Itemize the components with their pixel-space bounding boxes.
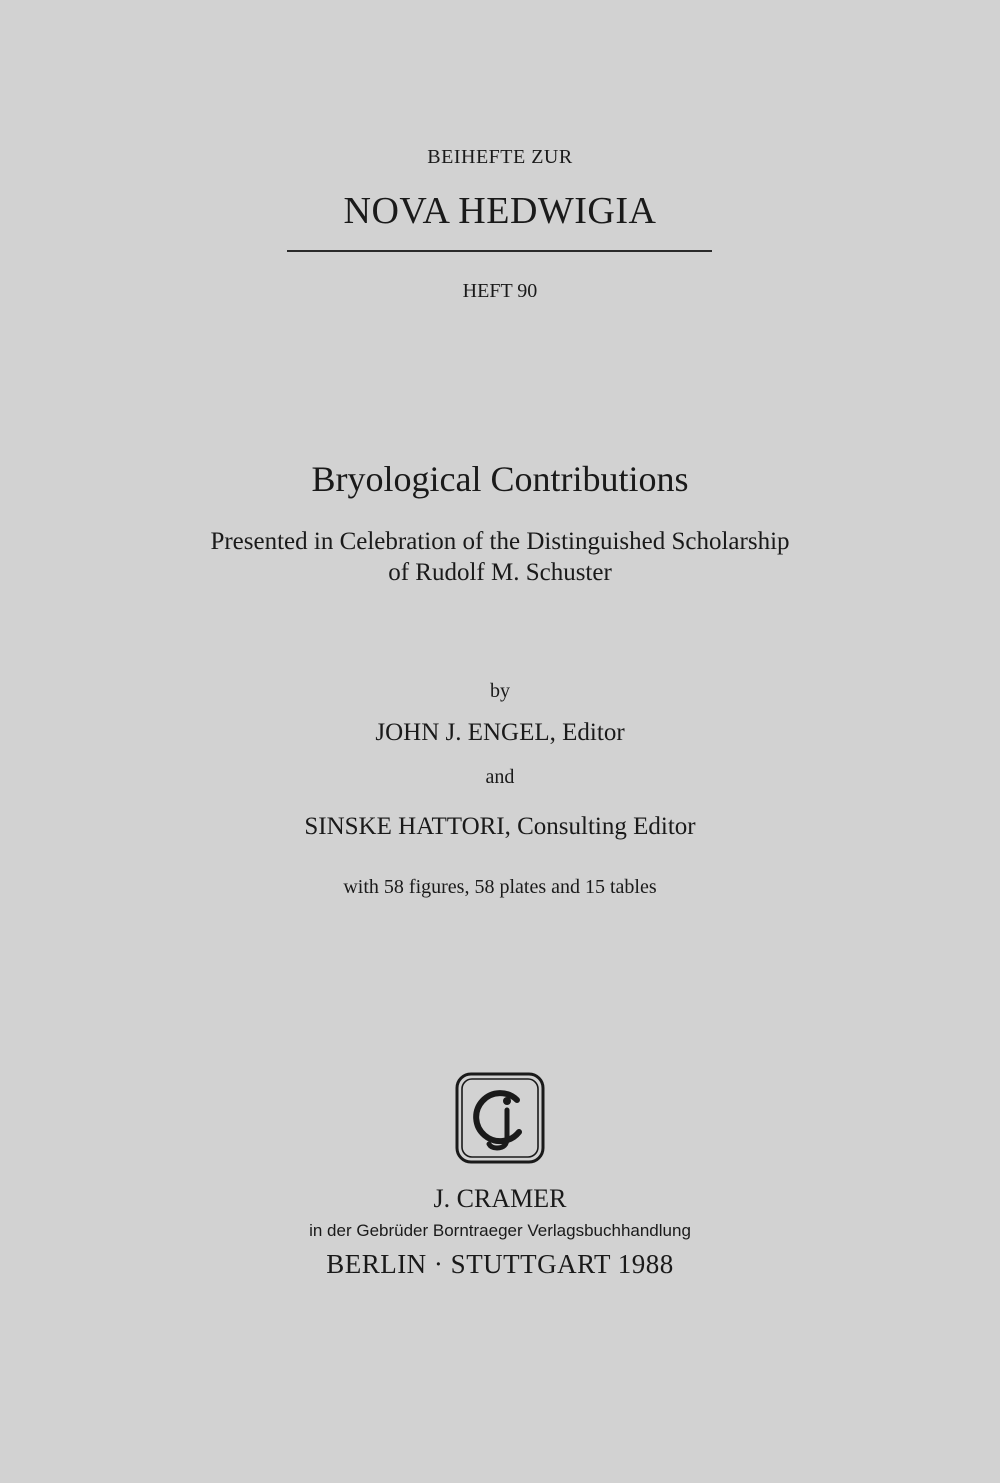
publication-place-year: BERLIN · STUTTGART 1988 [326, 1249, 674, 1279]
book-subtitle-line-2: of Rudolf M. Schuster [388, 559, 612, 586]
illustrations-note: with 58 figures, 58 plates and 15 tables [343, 876, 657, 898]
and-label: and [485, 766, 515, 788]
book-subtitle-line-1: Presented in Celebration of the Distinguished Scholarship [210, 528, 790, 555]
by-label: by [490, 680, 510, 702]
title-divider [287, 250, 712, 252]
series-issue: HEFT 90 [462, 280, 538, 302]
publisher-monogram-icon [455, 1072, 545, 1164]
series-title: NOVA HEDWIGIA [343, 190, 657, 232]
consulting-editor-credit: SINSKE HATTORI, Consulting Editor [304, 813, 696, 840]
editor-credit: JOHN J. ENGEL, Editor [375, 719, 625, 746]
publisher-imprint: in der Gebrüder Borntraeger Verlagsbuchhandlung [309, 1221, 691, 1240]
publisher-name: J. CRAMER [433, 1184, 567, 1213]
book-title: Bryological Contributions [311, 459, 689, 499]
series-pre-title: BEIHEFTE ZUR [427, 146, 573, 168]
